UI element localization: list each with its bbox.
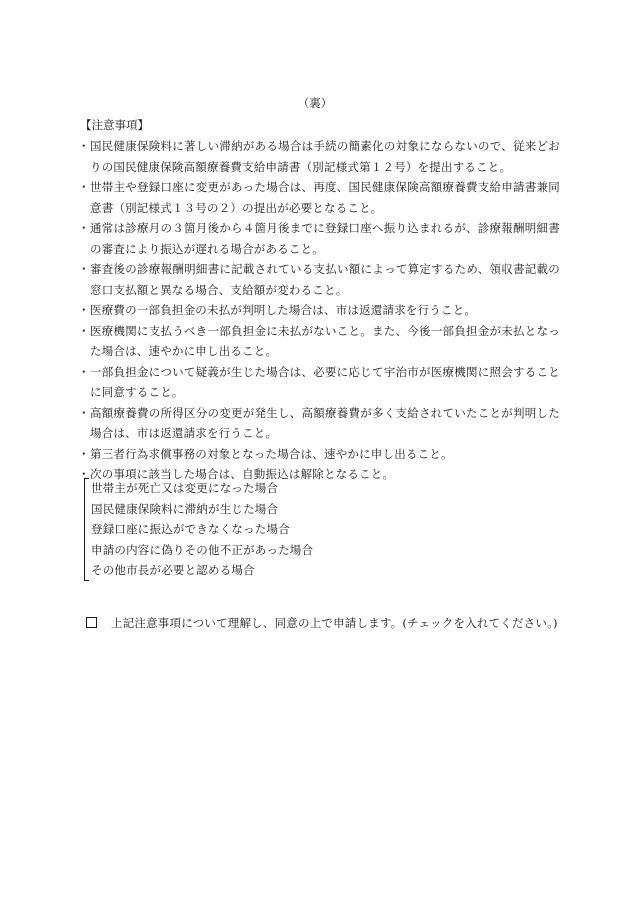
- bullet-mark: ・: [78, 323, 90, 338]
- bullet-mark: ・: [78, 262, 90, 276]
- auto-transfer-cancel-conditions: [84, 478, 415, 581]
- agreement-checkbox[interactable]: [86, 617, 97, 628]
- note-item: [78, 403, 560, 444]
- bullet-mark: ・: [78, 139, 90, 153]
- notes-heading: 【注意事項】: [80, 118, 149, 132]
- note-text: 第三者行為求償事務の対象となった場合は、速やかに申し出ること。: [90, 446, 453, 461]
- note-text: 医療機関に支払うべき一部負担金に未払がないこと。また、今後一部負担金が未払となった場合は、速やかに申し出ること。: [90, 323, 560, 358]
- bullet-mark: ・: [78, 446, 90, 461]
- condition-item: 登録口座に振込ができなくなった場合: [91, 522, 290, 536]
- note-text: 次の事項に該当した場合は、自動振込は解除となること。: [90, 467, 395, 481]
- note-text: 審査後の診療報酬明細書に記載されている支払い額によって算定するため、領収書記載の窓口支払額と異なる場合、支給額が変わること。: [90, 262, 560, 297]
- note-item: [78, 218, 560, 259]
- note-text: 一部負担金について疑義が生じた場合は、必要に応じて宇治市が医療機関に照会することに同意すること。: [90, 364, 560, 399]
- note-item: [78, 136, 560, 177]
- bullet-mark: ・: [78, 364, 90, 379]
- condition-item: 世帯主が死亡又は変更になった場合: [91, 481, 279, 495]
- note-text: 高額療養費の所得区分の変更が発生し、高額療養費が多く支給されていたことが判明した場合は、市は返還請求を行うこと。: [90, 405, 560, 440]
- condition-item: その他市長が必要と認める場合: [91, 563, 255, 577]
- bullet-mark: ・: [78, 303, 90, 317]
- note-item: [78, 321, 560, 362]
- note-text: 国民健康保険料に著しい滞納がある場合は手続の簡素化の対象にならないので、従来どおりの国民健康保険高額療養費支給申請書（別記様式第１２号）を提出すること。: [90, 139, 560, 174]
- agreement-label: 上記注意事項について理解し、同意の上で申請します。(チェックを入れてください。): [111, 616, 558, 630]
- note-item: [78, 177, 560, 218]
- note-text: 世帯主や登録口座に変更があった場合は、再度、国民健康保険高額療養費支給申請書兼同意書（別記様式１３号の２）の提出が必要となること。: [90, 180, 560, 215]
- bullet-mark: ・: [78, 405, 90, 420]
- note-item: [78, 259, 560, 300]
- page-title: （裏）: [297, 96, 333, 110]
- note-item: [78, 362, 560, 403]
- agreement-row: [86, 615, 566, 631]
- bullet-mark: ・: [78, 467, 90, 481]
- note-text: 医療費の一部負担金の未払が判明した場合は、市は返還請求を行うこと。: [90, 303, 477, 317]
- notes-list: [78, 136, 560, 485]
- note-item: [78, 300, 560, 321]
- note-item: [78, 444, 560, 465]
- bullet-mark: ・: [78, 180, 90, 194]
- bullet-mark: ・: [78, 221, 90, 235]
- note-text: 通常は診療月の３箇月後から４箇月後までに登録口座へ振り込まれるが、診療報酬明細書の審査により振込が遅れる場合があること。: [90, 221, 560, 256]
- condition-item: 申請の内容に偽りその他不正があった場合: [91, 542, 314, 557]
- condition-item: 国民健康保険料に滞納が生じた場合: [91, 501, 279, 516]
